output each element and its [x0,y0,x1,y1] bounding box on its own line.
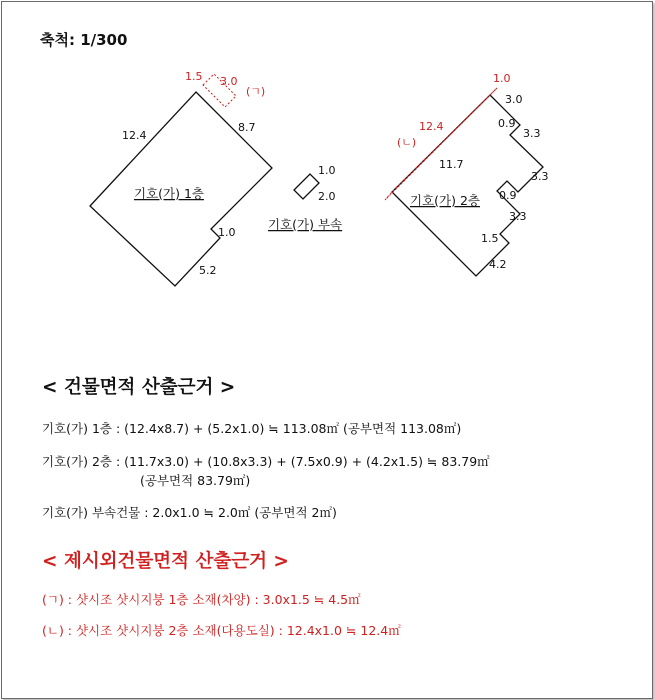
plan1-annex-l: 3.0 [220,75,238,88]
scale-label: 축척: 1/300 [40,31,128,49]
calc-line-1f: 기호(가) 1층 : (12.4x8.7) + (5.2x1.0) ≒ 113.08㎡ (공부면적 113.08㎡) [42,421,462,436]
annex-dim-a: 1.0 [318,164,336,177]
plan1-dim-bottom: 5.2 [199,264,217,277]
annex-dim-b: 2.0 [318,190,336,203]
plan2-annex-top: 1.0 [493,72,511,85]
plan1-dim-top-left: 12.4 [122,129,147,142]
calc-line-2f-note: (공부면적 83.79㎡) [140,473,251,488]
extra-calc-line-a: (ㄱ) : 샷시조 샷시지붕 1층 소재(차양) : 3.0x1.5 ≒ 4.5㎡ [42,592,361,607]
calc-line-2f: 기호(가) 2층 : (11.7x3.0) + (10.8x3.3) + (7.5x0.9) + (4.2x1.5) ≒ 83.79㎡ [42,454,490,469]
plan1-dim-notch: 1.0 [218,226,236,239]
plan2-dim-6: 3.3 [509,210,527,223]
extra-calc-line-b: (ㄴ) : 샷시조 샷시지붕 2층 소재(다용도실) : 12.4x1.0 ≒ 12.4㎡ [42,623,401,638]
plan2-dim-left: 11.7 [439,158,464,171]
plan2-dim-2: 0.9 [498,117,516,130]
plan2-annex-length: 12.4 [419,120,444,133]
plan2-dim-7: 1.5 [481,232,499,245]
plan2-dim-4: 3.3 [531,170,549,183]
extra-building-title: < 제시외건물면적 산출근거 > [42,551,289,572]
plan1-label: 기호(가) 1층 [134,186,204,201]
annex-outline [294,174,319,199]
floor-plan-drawing [0,0,655,340]
plan1-annex-w: 1.5 [185,70,203,83]
plan2-label: 기호(가) 2층 [410,193,480,208]
plan2-dim-1: 3.0 [505,93,523,106]
building-area-title: < 건물면적 산출근거 > [42,377,236,398]
annex-label: 기호(가) 부속 [268,217,343,232]
plan2-dim-5: 0.9 [499,189,517,202]
plan2-outline [392,95,543,276]
plan2-dim-3: 3.3 [523,127,541,140]
plan1-dim-top-right: 8.7 [238,121,256,134]
plan2-dim-8: 4.2 [489,258,507,271]
calc-line-annex: 기호(가) 부속건물 : 2.0x1.0 ≒ 2.0㎡ (공부면적 2㎡) [42,505,337,520]
plan2-annex-mark: (ㄴ) [397,136,417,149]
plan1-annex-mark: (ㄱ) [246,85,266,98]
